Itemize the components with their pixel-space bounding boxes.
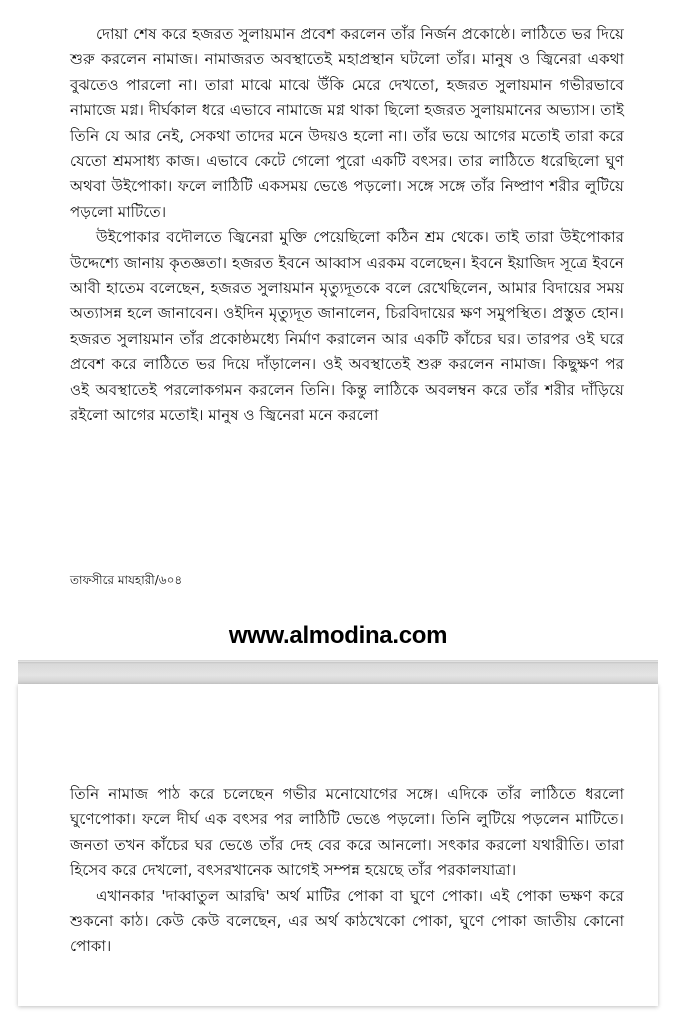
footnote: তাফসীরে মাযহারী/৬০৪	[70, 573, 183, 587]
bottom-paragraph-1: তিনি নামাজ পাঠ করে চলেছেন গভীর মনোযোগের সঙ্গে। এদিকে তাঁর লাঠিতে ধরলো ঘুণেপোকা। ফলে দীর্ঘ এক বৎসর পর লাঠিটি ভেঙে পড়লো। তিনি লুটিয়ে পড়লেন মাটিতে। জনতা তখন কাঁচের ঘর ভেঙে তাঁর দেহ বের করে আনলো। সৎকার করলো যথারীতি। তারা হিসেব করে দেখলো, বৎসরখানেক আগেই সম্পন্ন হয়েছে তাঁর পরকালযাত্রা।	[70, 785, 624, 880]
page-divider	[18, 662, 658, 684]
top-paragraph-1: দোয়া শেষ করে হজরত সুলায়মান প্রবেশ করলেন তাঁর নির্জন প্রকোষ্ঠে। লাঠিতে ভর দিয়ে শুরু করলেন নামাজ। নামাজরত অবস্থাতেই মহাপ্রস্থান ঘটলো তাঁর। মানুষ ও জ্বিনেরা একথা বুঝতেও পারলো না। তারা মাঝে মাঝে উঁকি মেরে দেখতো, হজরত সুলায়মান গভীরভাবে নামাজে মগ্ন। দীর্ঘকাল ধরে এভাবে নামাজে মগ্ন থাকা ছিলো হজরত সুলায়মানের অভ্যাস। তাই তিনি যে আর নেই, সেকথা তাদের মনে উদয়ও হলো না। তাঁর ভয়ে আগের মতোই তারা করে যেতো শ্রমসাধ্য কাজ। এভাবে কেটে গেলো পুরো একটি বৎসর। তার লাঠিতে ধরেছিলো ঘুণ অথবা উইপোকা। ফলে লাঠিটি একসময় ভেঙে পড়লো। সঙ্গে সঙ্গে তাঁর নিষ্প্রাণ শরীর লুটিয়ে পড়লো মাটিতে।	[70, 25, 624, 221]
page-top	[18, 0, 658, 662]
top-paragraph-2: উইপোকার বদৌলতে জ্বিনেরা মুক্তি পেয়েছিলো কঠিন শ্রম থেকে। তাই তারা উইপোকার উদ্দেশ্যে জানায় কৃতজ্ঞতা। হজরত ইবনে আব্বাস এরকম বলেছেন। ইবনে ইয়াজিদ সূত্রে ইবনে আবী হাতেম বলেছেন, হজরত সুলায়মান মৃত্যুদূতকে বলে রেখেছিলেন, আমার বিদায়ের সময় অত্যাসন্ন হলে জানাবেন। ওইদিন মৃত্যুদূত জানালেন, চিরবিদায়ের ক্ষণ সমুপস্থিত। প্রস্তুত হোন। হজরত সুলায়মান তাঁর প্রকোষ্ঠমধ্যে নির্মাণ করালেন আর একটি কাঁচের ঘর। তারপর ওই ঘরে প্রবেশ করে লাঠিতে ভর দিয়ে দাঁড়ালেন। ওই অবস্থাতেই শুরু করলেন নামাজ। কিছুক্ষণ পর ওই অবস্থাতেই পরলোকগমন করলেন তিনি। কিন্তু লাঠিকে অবলম্বন করে তাঁর শরীর দাঁড়িয়ে রইলো আগের মতোই। মানুষ ও জ্বিনেরা মনে করলো	[70, 228, 624, 425]
bottom-paragraph-2: এখানকার 'দাব্বাতুল আরদ্বি' অর্থ মাটির পোকা বা ঘুণে পোকা। এই পোকা ভক্ষণ করে শুকনো কাঠ। কেউ কেউ বলেছেন, এর অর্থ কাঠখেকো পোকা, ঘুণে পোকা জাতীয় কোনো পোকা।	[70, 886, 624, 956]
website-watermark: www.almodina.com	[228, 622, 448, 649]
page-bottom	[18, 684, 658, 1006]
page-divider-shadow	[18, 660, 658, 664]
